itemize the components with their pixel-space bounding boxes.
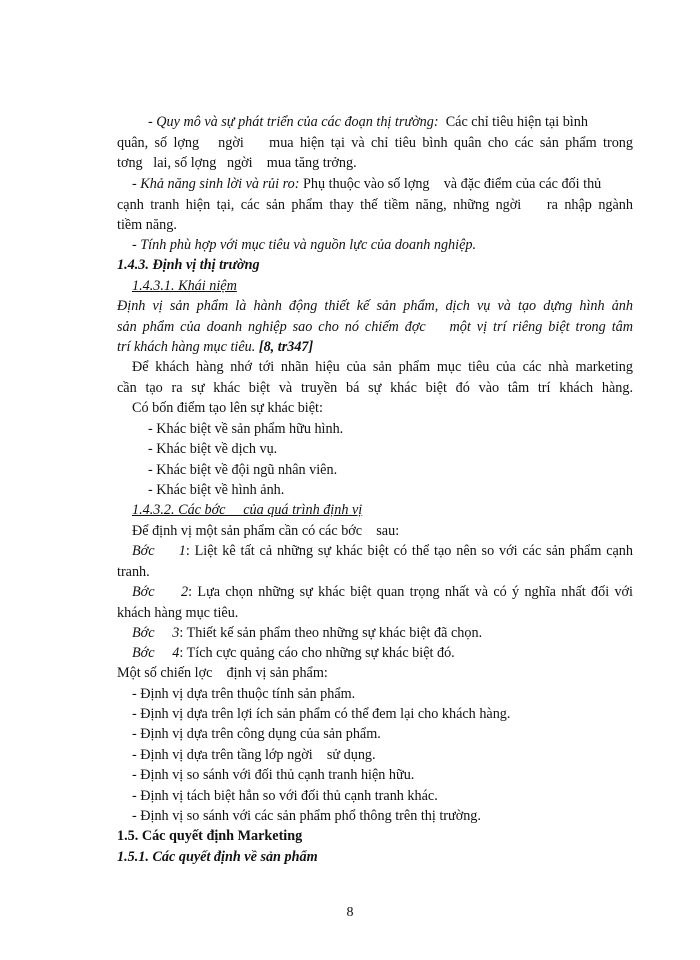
text-run: cạnh tranh hiện tại, các sản phẩm thay thế tiềm năng, những ngời ra nhập ngành bbox=[117, 197, 633, 213]
text-run: - Tính phù hợp với mục tiêu và nguồn lực của doanh nghiệp. bbox=[132, 237, 477, 253]
text-line bbox=[117, 338, 313, 356]
text-run: 1.4.3.1. Khái niệm bbox=[132, 278, 237, 294]
text-run: - Định vị tách biệt hẳn so với đối thủ cạnh tranh khác. bbox=[132, 788, 438, 804]
page-number: 8 bbox=[346, 905, 354, 920]
text-run: - Định vị dựa trên thuộc tính sản phẩm. bbox=[132, 686, 356, 702]
text-run: Một số chiến lợc định vị sản phẩm: bbox=[117, 665, 328, 681]
text-run: - Định vị dựa trên tầng lớp ngời sử dụng. bbox=[132, 747, 376, 763]
text-line bbox=[148, 481, 284, 499]
text-run: - Khác biệt về dịch vụ. bbox=[148, 441, 278, 457]
text-line bbox=[148, 113, 588, 131]
text-run: trí khách hàng mục tiêu. bbox=[117, 339, 259, 355]
text-line bbox=[148, 461, 337, 479]
text-run: Bớc 4 bbox=[132, 645, 180, 661]
text-run: : Thiết kế sản phẩm theo những sự khác biệt đã chọn. bbox=[179, 625, 483, 641]
text-run: 1.5. Các quyết định Marketing bbox=[117, 828, 303, 844]
text-run: : Lựa chọn những sự khác biệt quan trọng nhất và có ý nghĩa nhất đối với bbox=[188, 584, 633, 600]
text-line bbox=[117, 604, 238, 622]
text-run: khách hàng mục tiêu. bbox=[117, 605, 239, 621]
text-line bbox=[132, 644, 455, 662]
text-run: - Khác biệt về sản phẩm hữu hình. bbox=[148, 421, 344, 437]
text-line bbox=[117, 297, 633, 315]
text-line bbox=[132, 725, 381, 743]
text-line bbox=[132, 358, 633, 376]
text-run: - Định vị so sánh với đối thủ cạnh tranh hiện hữu. bbox=[132, 767, 415, 783]
text-run: 1.5.1. Các quyết định về sản phẩm bbox=[117, 849, 318, 865]
text-line bbox=[132, 522, 399, 540]
text-run: Bớc 3 bbox=[132, 625, 180, 641]
text-run: Có bốn điểm tạo lên sự khác biệt: bbox=[132, 400, 323, 416]
text-run: - Quy mô và sự phát triển của các đoạn thị trường: bbox=[148, 114, 439, 130]
text-line bbox=[132, 685, 355, 703]
text-run: quân, số lợng ngời mua hiện tại và chỉ tiêu bình quân cho các sản phẩm trong bbox=[117, 135, 633, 151]
text-run: - Khác biệt về hình ảnh. bbox=[148, 482, 285, 498]
text-run: Bớc 2 bbox=[132, 584, 189, 600]
text-run: 1.4.3.2. Các bớc của quá trình định vị bbox=[132, 502, 363, 518]
text-line bbox=[117, 827, 302, 845]
text-line bbox=[132, 746, 376, 764]
text-line bbox=[148, 440, 277, 458]
text-line bbox=[132, 583, 633, 601]
text-run: Bớc 1 bbox=[132, 543, 186, 559]
text-line bbox=[132, 766, 414, 784]
text-run: Phụ thuộc vào số lợng và đặc điểm của các đối thủ bbox=[299, 176, 602, 192]
text-run: sản phẩm của doanh nghiệp sao cho nó chiếm đợc một vị trí riêng biệt trong tâm bbox=[117, 319, 633, 335]
text-line bbox=[117, 379, 633, 397]
text-run: Định vị sản phẩm là hành động thiết kế sản phẩm, dịch vụ và tạo dựng hình ảnh bbox=[117, 298, 633, 314]
text-line bbox=[132, 175, 601, 193]
text-run: tiềm năng. bbox=[117, 217, 177, 233]
text-line bbox=[117, 134, 633, 152]
text-run: - Định vị so sánh với các sản phẩm phổ thông trên thị trường. bbox=[132, 808, 481, 824]
text-line bbox=[117, 848, 318, 866]
text-run: : Tích cực quảng cáo cho những sự khác biệt đó. bbox=[179, 645, 455, 661]
text-run: - Khả năng sinh lời và rủi ro: bbox=[132, 176, 300, 192]
text-line bbox=[132, 236, 476, 254]
text-line bbox=[117, 563, 150, 581]
text-line bbox=[117, 154, 357, 172]
text-run: Để định vị một sản phẩm cần có các bớc sau: bbox=[132, 523, 400, 539]
text-line bbox=[117, 318, 633, 336]
text-run: Để khách hàng nhớ tới nhãn hiệu của sản phẩm mục tiêu của các nhà marketing bbox=[132, 359, 633, 375]
text-run: - Định vị dựa trên công dụng của sản phẩm. bbox=[132, 726, 381, 742]
text-line bbox=[132, 787, 438, 805]
text-run: tơng lai, số lợng ngời mua tăng trởng. bbox=[117, 155, 357, 171]
text-run: Các chỉ tiêu hiện tại bình bbox=[438, 114, 588, 130]
text-line bbox=[132, 705, 510, 723]
text-run: : Liệt kê tất cả những sự khác biệt có thể tạo nên so với các sản phẩm cạnh bbox=[185, 543, 633, 559]
text-line bbox=[117, 216, 177, 234]
text-run: - Khác biệt về đội ngũ nhân viên. bbox=[148, 462, 338, 478]
text-line bbox=[132, 399, 323, 417]
text-run: tranh. bbox=[117, 564, 150, 580]
text-line bbox=[132, 542, 633, 560]
text-line bbox=[132, 277, 237, 295]
text-line bbox=[132, 501, 362, 519]
text-line bbox=[117, 664, 328, 682]
text-line bbox=[148, 420, 343, 438]
text-run: 1.4.3. Định vị thị trường bbox=[117, 257, 260, 273]
text-run: [8, tr347] bbox=[258, 339, 314, 355]
text-line bbox=[117, 256, 260, 274]
text-run: - Định vị dựa trên lợi ích sản phẩm có thể đem lại cho khách hàng. bbox=[132, 706, 511, 722]
text-line bbox=[117, 196, 633, 214]
text-line bbox=[132, 624, 482, 642]
text-line bbox=[132, 807, 481, 825]
text-run: cần tạo ra sự khác biệt và truyền bá sự khác biệt đó vào tâm trí khách hàng. bbox=[117, 380, 633, 396]
